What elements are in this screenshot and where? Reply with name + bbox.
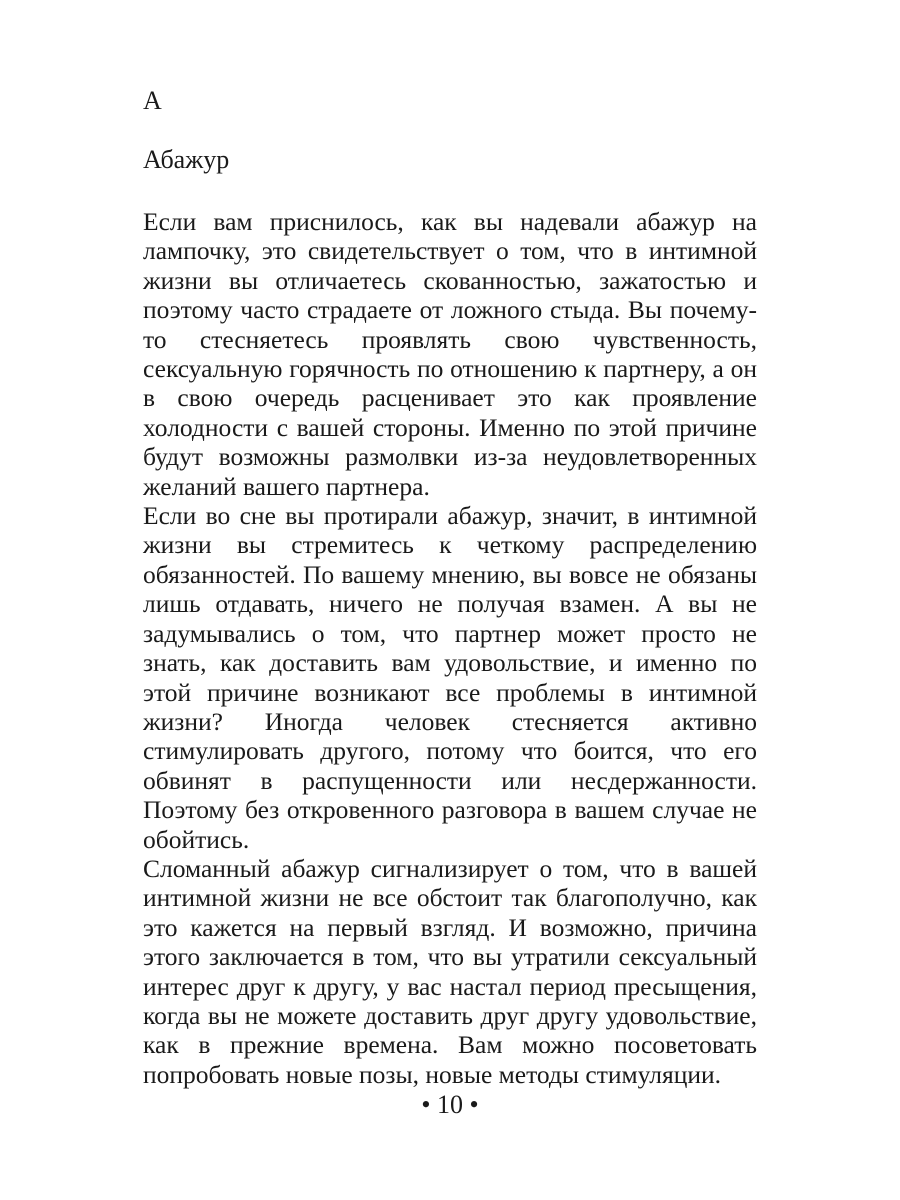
entry-title: Абажур: [143, 145, 230, 174]
book-page: [143, 0, 757, 1200]
section-letter: А: [143, 86, 162, 115]
entry-body: [143, 207, 757, 1089]
page-number: • 10 •: [421, 1090, 479, 1119]
paragraph: Если во сне вы протирали абажур, значит, в интимной жизни вы стремитесь к четкому распределению обязанностей. По вашему мнению, вы вовсе не обязаны лишь отдавать, ничего не получая взамен. А вы не задумывались о том, что партнер может просто не знать, как доставить вам удовольствие, и именно по этой причине возникают все проблемы в интимной жизни? Иногда человек стесняется активно стимулировать другого, потому что боится, что его обвинят в распущенности или несдержанности. Поэтому без откровенного разговора в вашем случае не обойтись.: [143, 501, 757, 854]
paragraph: Сломанный абажур сигнализирует о том, что в вашей интимной жизни не все обстоит так благополучно, как это кажется на первый взгляд. И возможно, причина этого заключается в том, что вы утратили сексуальный интерес друг к другу, у вас настал период пресыщения, когда вы не можете доставить друг другу удовольствие, как в прежние времена. Вам можно посоветовать попробовать новые позы, новые методы стимуляции.: [143, 853, 757, 1089]
paragraph: Если вам приснилось, как вы надевали абажур на лампочку, это свидетельствует о том, что в интимной жизни вы отличаетесь скованностью, зажатостью и поэтому часто страдаете от ложного стыда. Вы почему-то стесняетесь проявлять свою чувственность, сексуальную горячность по отношению к партнеру, а он в свою очередь расценивает это как проявление холодности с вашей стороны. Именно по этой причине будут возможны размолвки из-за неудовлетворенных желаний вашего партнера.: [143, 207, 757, 501]
